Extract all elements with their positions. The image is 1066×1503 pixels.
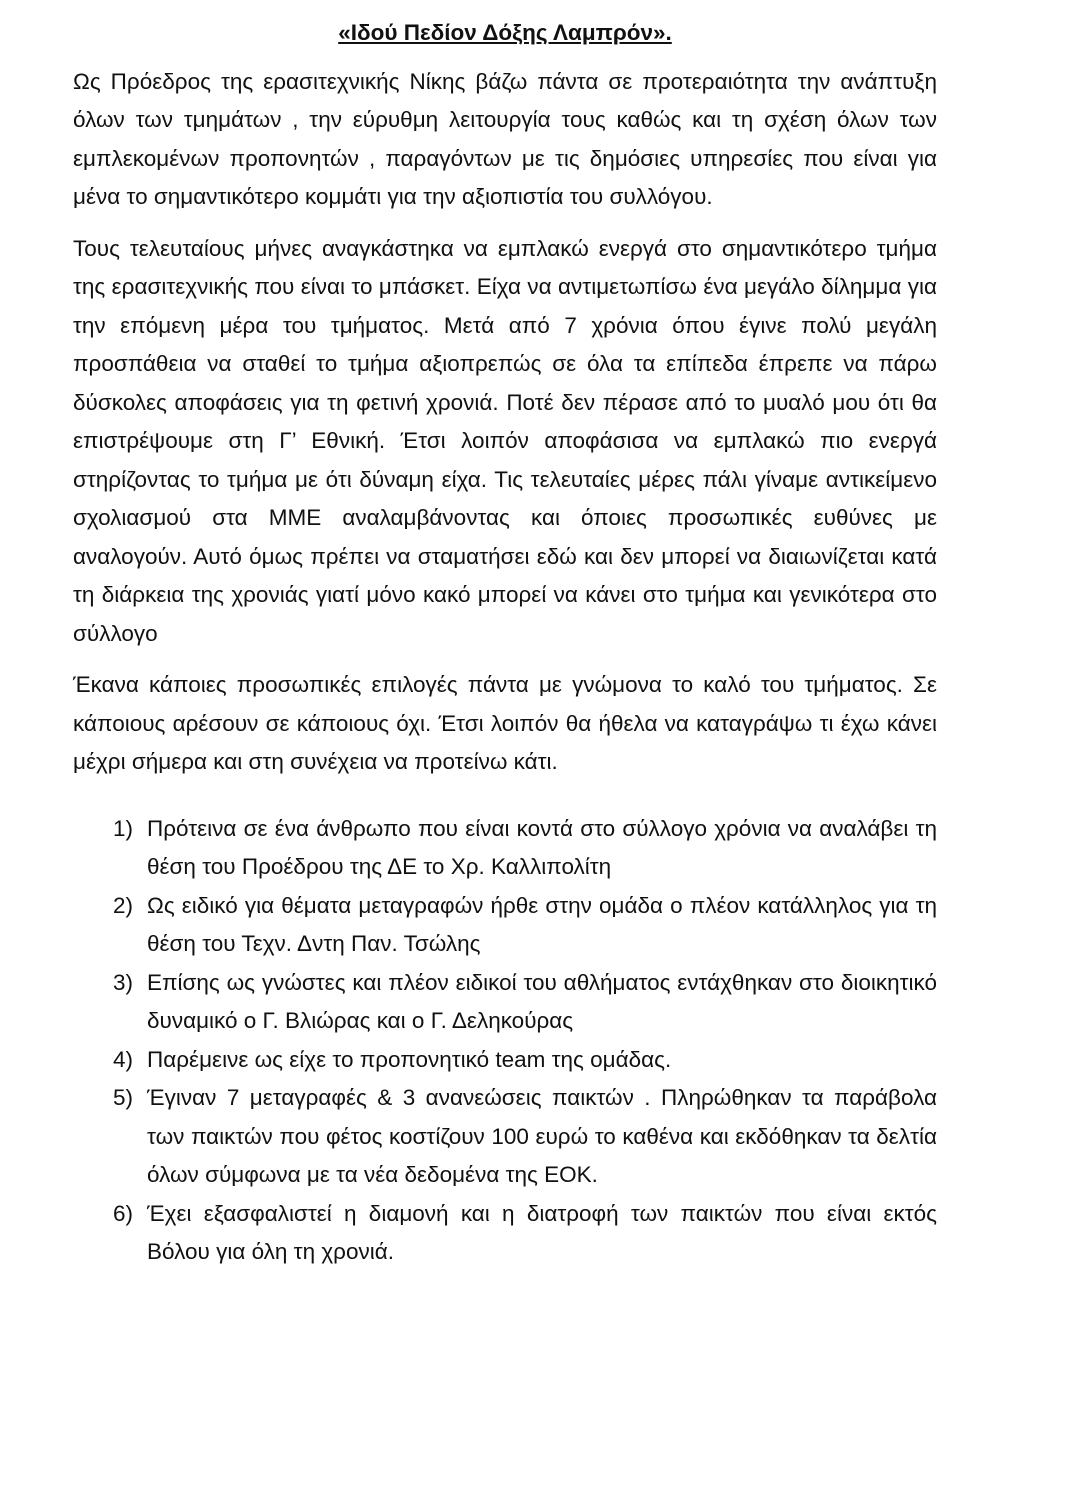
list-item: [73, 964, 937, 1041]
list-item-text: Παρέμεινε ως είχε το προπονητικό team της ομάδας.: [147, 1046, 672, 1072]
list-item: [73, 887, 937, 964]
actions-list: [73, 810, 937, 1272]
list-item-number: 4): [112, 1046, 133, 1072]
list-item: [73, 1079, 937, 1195]
list-item-text: Έγιναν 7 μεταγραφές & 3 ανανεώσεις παικτών . Πληρώθηκαν τα παράβολα των παικτών που φέτος κοστίζουν 100 ευρώ το καθένα και εκδόθηκαν τα δελτία όλων σύμφωνα με τα νέα δεδομένα της ΕΟΚ.: [147, 1085, 937, 1187]
list-item: [73, 1041, 937, 1080]
paragraph-choices: Έκανα κάποιες προσωπικές επιλογές πάντα με γνώμονα το καλό του τμήματος. Σε κάποιους αρέσουν σε κάποιους όχι. Έτσι λοιπόν θα ήθελα να καταγράψω τι έχω κάνει μέχρι σήμερα και στη συνέχεια να προτείνω κάτι.: [73, 672, 937, 774]
list-item-number: 6): [112, 1200, 133, 1226]
document-title: «Ιδού Πεδίον Δόξης Λαμπρόν».: [338, 20, 672, 45]
list-item-text: Έχει εξασφαλιστεί η διαμονή και η διατροφή των παικτών που είναι εκτός Βόλου για όλη τη χρονιά.: [147, 1200, 937, 1264]
list-item-text: Επίσης ως γνώστες και πλέον ειδικοί του αθλήματος εντάχθηκαν στο διοικητικό δυναμικό ο Γ. Βλιώρας και ο Γ. Δεληκούρας: [147, 969, 937, 1033]
list-item-number: 3): [112, 969, 133, 995]
document-page: [73, 14, 937, 1272]
list-item-number: 2): [112, 892, 133, 918]
list-item: [73, 810, 937, 887]
list-item-text: Ως ειδικό για θέματα μεταγραφών ήρθε στην ομάδα ο πλέον κατάλληλος για τη θέση του Τεχν. Δντη Παν. Τσώλης: [147, 892, 937, 956]
list-item: [73, 1195, 937, 1272]
list-item-text: Πρότεινα σε ένα άνθρωπο που είναι κοντά στο σύλλογο χρόνια να αναλάβει τη θέση του Προέδρου της ΔΕ το Χρ. Καλλιπολίτη: [147, 815, 937, 879]
list-item-number: 1): [112, 815, 133, 841]
paragraph-intro: Ως Πρόεδρος της ερασιτεχνικής Νίκης βάζω πάντα σε προτεραιότητα την ανάπτυξη όλων των τμημάτων , την εύρυθμη λειτουργία τους καθώς και τη σχέση όλων των εμπλεκομένων προπονητών , παραγόντων με τις δημόσιες υπηρεσίες που είναι για μένα το σημαντικότερο κομμάτι για την αξιοπιστία του συλλόγου.: [73, 68, 937, 209]
list-item-number: 5): [112, 1085, 133, 1110]
paragraph-basketball: Τους τελευταίους μήνες αναγκάστηκα να εμπλακώ ενεργά στο σημαντικότερο τμήμα της ερασιτεχνικής που είναι το μπάσκετ. Είχα να αντιμετωπίσω ένα μεγάλο δίλημμα για την επόμενη μέρα του τμήματος. Μετά από 7 χρόνια όπου έγινε πολύ μεγάλη προσπάθεια να σταθεί το τμήμα αξιοπρεπώς σε όλα τα επίπεδα έπρεπε να πάρω δύσκολες αποφάσεις για τη φετινή χρονιά. Ποτέ δεν πέρασε από το μυαλό μου ότι θα επιστρέψουμε στη Γ’ Εθνική. Έτσι λοιπόν αποφάσισα να εμπλακώ πιο ενεργά στηρίζοντας το τμήμα με ότι δύναμη είχα. Τις τελευταίες μέρες πάλι γίναμε αντικείμενο σχολιασμού στα ΜΜΕ αναλαμβάνοντας και όποιες προσωπικές ευθύνες με αναλογούν. Αυτό όμως πρέπει να σταματήσει εδώ και δεν μπορεί να διαιωνίζεται κατά τη διάρκεια της χρονιάς γιατί μόνο κακό μπορεί να κάνει στο τμήμα και γενικότερα στο σύλλογο: [73, 235, 937, 646]
